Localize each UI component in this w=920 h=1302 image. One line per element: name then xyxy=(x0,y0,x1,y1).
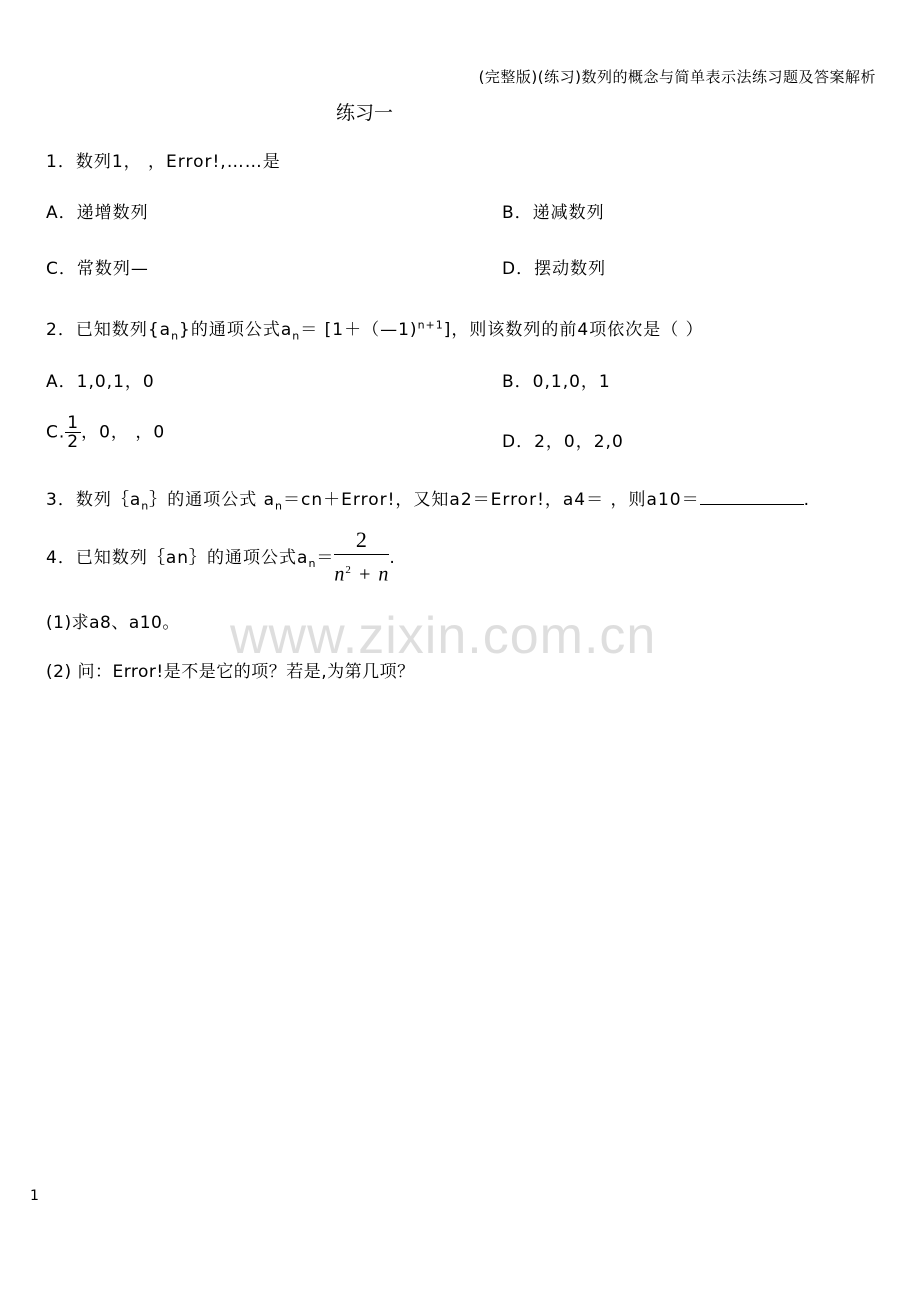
q4-den-rest: + n xyxy=(351,563,390,586)
q4-den-n: n xyxy=(334,563,346,586)
q2-text-3: ＝ [1＋（—1) xyxy=(300,320,418,340)
q3-text-1: 3．数列｛a xyxy=(46,490,142,510)
page-number: 1 xyxy=(30,1188,39,1204)
question-1-option-c: C．常数列— xyxy=(46,259,149,279)
q3-text-3: ＝cn＋Error!，又知a2＝Error!，a4＝ ，则a10＝ xyxy=(283,490,700,510)
q2-text-4: ]，则该数列的前4项依次是（ ） xyxy=(443,320,704,340)
q4-formula-fraction xyxy=(334,528,389,588)
sub-question-1: (1)求a8、a10。 xyxy=(46,613,180,633)
q2c-fraction-numerator: 1 xyxy=(67,413,80,433)
question-1-option-d: D．摆动数列 xyxy=(502,259,607,279)
q3-text-2: ｝的通项公式 a xyxy=(149,490,276,510)
question-2-stem xyxy=(46,315,704,342)
q4-text: 4．已知数列｛an｝的通项公式a xyxy=(46,547,309,568)
question-4-stem xyxy=(46,528,396,588)
q4-equals: ＝ xyxy=(316,547,335,568)
exercise-title: 练习一 xyxy=(336,102,394,124)
q4-den-exponent: 2 xyxy=(345,564,352,576)
question-3-stem xyxy=(46,485,810,512)
q4-fraction-numerator: 2 xyxy=(334,528,389,555)
q2-text-2: }的通项公式a xyxy=(179,320,293,340)
question-2-option-a: A．1,0,1，0 xyxy=(46,372,155,392)
q2c-prefix: C. xyxy=(46,422,66,443)
q2-subscript-1: n xyxy=(171,329,180,343)
q2-superscript: n+1 xyxy=(417,318,444,332)
q4-subscript: n xyxy=(308,557,317,571)
question-1-option-a: A．递增数列 xyxy=(46,203,149,223)
q3-subscript-1: n xyxy=(141,499,150,513)
q4-fraction-denominator xyxy=(334,555,389,588)
q2c-fraction-denominator: 2 xyxy=(67,432,80,452)
q2c-fraction xyxy=(65,414,81,451)
q2c-rest: ，0， ，0 xyxy=(81,422,166,443)
question-1-option-b: B．递减数列 xyxy=(502,203,605,223)
question-2-option-c xyxy=(46,414,165,451)
watermark: www.zixin.com.cn xyxy=(230,607,657,665)
sub-question-2: (2) 问：Error!是不是它的项？若是,为第几项？ xyxy=(46,662,415,682)
question-2-option-b: B．0,1,0，1 xyxy=(502,372,611,392)
q2-subscript-2: n xyxy=(292,329,301,343)
q4-end: . xyxy=(389,547,396,568)
question-2-option-d: D．2，0，2,0 xyxy=(502,432,624,452)
question-1-stem: 1．数列1， ，Error!,……是 xyxy=(46,152,281,172)
q2-text-1: 2．已知数列{a xyxy=(46,320,172,340)
document-header: (完整版)(练习)数列的概念与简单表示法练习题及答案解析 xyxy=(478,68,876,86)
q3-subscript-2: n xyxy=(275,499,284,513)
q3-end: . xyxy=(803,490,810,510)
answer-blank[interactable] xyxy=(700,490,804,505)
